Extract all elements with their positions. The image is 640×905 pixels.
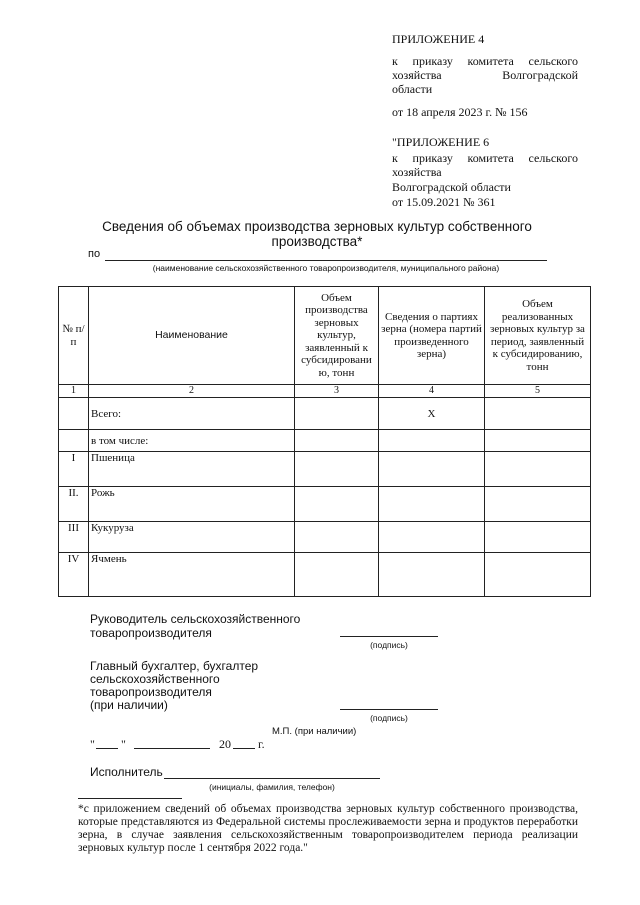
- table-cell: [379, 430, 485, 452]
- column-number: 3: [295, 385, 379, 398]
- executor-hint: (инициалы, фамилия, телефон): [209, 782, 335, 792]
- header-batch-info: Сведения о партиях зерна (номера партий произведенного зерна): [379, 287, 485, 385]
- appendix4-date: от 18 апреля 2023 г. № 156: [392, 105, 528, 119]
- document-title-line2: производства*: [271, 234, 363, 249]
- accountant-line3: товаропроизводителя: [90, 685, 212, 699]
- table-row: [59, 452, 591, 487]
- including-label: в том числе:: [89, 430, 295, 452]
- column-number: 2: [89, 385, 295, 398]
- accountant-signature-line: [340, 709, 438, 710]
- row-number: II.: [59, 487, 89, 522]
- column-number: 5: [485, 385, 591, 398]
- head-signature-hint: (подпись): [370, 640, 408, 650]
- accountant-signatory: [90, 660, 258, 712]
- column-number-row: [59, 385, 591, 398]
- producer-name-line: [105, 260, 547, 261]
- year-suffix: г.: [258, 737, 265, 751]
- footnote-text: *с приложением сведений об объемах производства зерновых культур собственного производства, которые представляются из Федеральной системы прослеживаемости зерна и продуктов переработки зерна, в случае заявления сельскохозяйственным товаропроизводителем периода реализации зерновых культур после 1 сентября 2022 года.": [78, 803, 578, 854]
- by-label: по: [88, 248, 101, 260]
- table-row: [59, 487, 591, 522]
- appendix4-line2: хозяйства Волгоградской: [392, 68, 578, 82]
- row-name: Кукуруза: [89, 522, 295, 553]
- appendix6-title: "ПРИЛОЖЕНИЕ 6: [392, 135, 490, 149]
- column-number: 4: [379, 385, 485, 398]
- appendix6-line2: хозяйства: [392, 165, 442, 179]
- stamp-label: М.П. (при наличии): [272, 726, 357, 737]
- table-cell: [485, 487, 591, 522]
- table-cell: [59, 430, 89, 452]
- row-number: IV: [59, 553, 89, 597]
- head-line1: Руководитель сельскохозяйственного: [90, 612, 301, 626]
- table-cell: [295, 430, 379, 452]
- appendix4-title: ПРИЛОЖЕНИЕ 4: [392, 32, 485, 46]
- table-cell: [485, 430, 591, 452]
- grain-data-table: [58, 286, 591, 597]
- total-label: Всего:: [89, 398, 295, 430]
- table-row-total: [59, 398, 591, 430]
- row-name: Ячмень: [89, 553, 295, 597]
- executor-line: [164, 778, 380, 779]
- appendix6-date: от 15.09.2021 № 361: [392, 195, 496, 209]
- producer-name-hint: (наименование сельскохозяйственного товаропроизводителя, муниципального района): [152, 263, 500, 273]
- table-cell: [485, 452, 591, 487]
- table-cell: [59, 398, 89, 430]
- row-name: Пшеница: [89, 452, 295, 487]
- header-volume-declared: Объем производства зерновых культур, заявленный к субсидировани ю, тонн: [295, 287, 379, 385]
- row-name: Рожь: [89, 487, 295, 522]
- head-line2: товаропроизводителя: [90, 626, 212, 640]
- table-cell: [485, 553, 591, 597]
- table-cell: [295, 452, 379, 487]
- day-line: [96, 748, 118, 749]
- year-prefix: 20: [219, 737, 231, 751]
- month-line: [134, 748, 210, 749]
- row-number: I: [59, 452, 89, 487]
- column-number: 1: [59, 385, 89, 398]
- head-signature-line: [340, 636, 438, 637]
- accountant-line1: Главный бухгалтер, бухгалтер: [90, 659, 259, 673]
- table-cell: [295, 522, 379, 553]
- accountant-line2: сельскохозяйственного: [90, 672, 220, 686]
- date-open-quote: ": [90, 737, 95, 751]
- total-mark: X: [379, 398, 485, 430]
- table-cell: [485, 522, 591, 553]
- accountant-line4: (при наличии): [90, 698, 168, 712]
- header-number: № п/п: [59, 287, 89, 385]
- year-line: [233, 748, 255, 749]
- table-row: [59, 522, 591, 553]
- table-cell: [379, 487, 485, 522]
- appendix6-line3: Волгоградской области: [392, 180, 511, 194]
- document-title-line1: Сведения об объемах производства зерновых культур собственного: [102, 219, 532, 234]
- header-name: Наименование: [89, 287, 295, 385]
- accountant-signature-hint: (подпись): [370, 713, 408, 723]
- appendix6-line1: к приказу комитета сельского: [392, 151, 578, 165]
- appendix4-line3: области: [392, 82, 433, 96]
- appendix4-line1: к приказу комитета сельского: [392, 54, 578, 68]
- table-row: [59, 553, 591, 597]
- executor-label: Исполнитель: [90, 765, 163, 779]
- head-signatory: [90, 612, 300, 640]
- document-title: [60, 219, 574, 249]
- row-number: III: [59, 522, 89, 553]
- table-cell: [379, 553, 485, 597]
- table-header-row: [59, 287, 591, 385]
- footnote-separator: [78, 798, 182, 799]
- table-cell: [295, 553, 379, 597]
- table-cell: [295, 398, 379, 430]
- header-volume-sold: Объем реализованных зерновых культур за период, заявленный к субсидированию, тонн: [485, 287, 591, 385]
- table-cell: [485, 398, 591, 430]
- table-cell: [295, 487, 379, 522]
- date-close-quote: ": [121, 737, 126, 751]
- table-row-including: [59, 430, 591, 452]
- table-cell: [379, 522, 485, 553]
- table-cell: [379, 452, 485, 487]
